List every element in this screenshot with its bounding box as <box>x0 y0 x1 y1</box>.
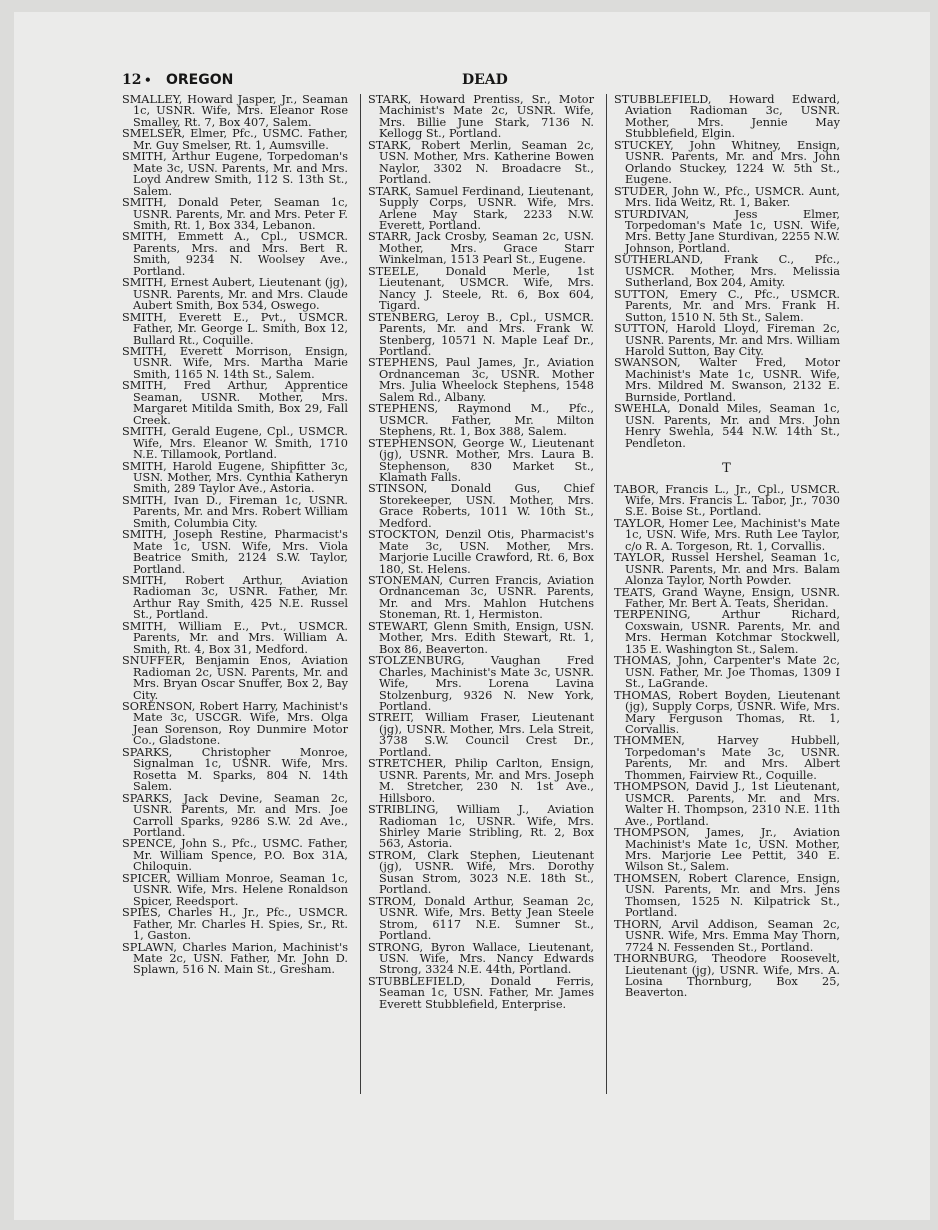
list-item: STUDER, John W., Pfc., USMCR. Aunt, Mrs. Iida Weitz, Rt. 1, Baker. <box>614 184 840 210</box>
list-item: STREIT, William Fraser, Lieutenant (jg), USNR. Mother, Mrs. Lela Streit, 3738 S.W. Council Crest Dr., Portland. <box>368 711 594 759</box>
list-item: STARR, Jack Crosby, Seaman 2c, USN. Mother, Mrs. Grace Starr Winkelman, 1513 Pearl St., Eugene. <box>368 230 594 267</box>
list-item: SPLAWN, Charles Marion, Machinist's Mate 2c, USN. Father, Mr. John D. Splawn, 516 N. Main St., Gresham. <box>122 940 348 977</box>
list-item: THORNBURG, Theodore Roosevelt, Lieutenant (jg), USNR. Wife, Mrs. A. Losina Thornburg, Box 25, Beaverton. <box>614 952 840 1000</box>
list-item: SPICER, William Monroe, Seaman 1c, USNR. Wife, Mrs. Helene Ronaldson Spicer, Reedsport. <box>122 871 348 908</box>
bullet-icon: • <box>144 73 152 87</box>
list-item: STUBBLEFIELD, Donald Ferris, Seaman 1c, USN. Father, Mr. James Everett Stubblefield, Enterprise. <box>368 974 594 1011</box>
list-item: STURDIVAN, Jess Elmer, Torpedoman's Mate 1c, USN. Wife, Mrs. Betty Jane Sturdivan, 2255 N.W. Johnson, Portland. <box>614 207 840 255</box>
list-item: SPARKS, Jack Devine, Seaman 2c, USNR. Parents, Mr. and Mrs. Joe Carroll Sparks, 9286 S.W. 2d Ave., Portland. <box>122 791 348 839</box>
list-item: SMITH, Fred Arthur, Apprentice Seaman, USNR. Mother, Mrs. Margaret Mitilda Smith, Box 29, Fall Creek. <box>122 379 348 427</box>
list-item: SPENCE, John S., Pfc., USMC. Father, Mr. William Spence, P.O. Box 31A, Chiloquin. <box>122 837 348 874</box>
list-item: SWANSON, Walter Fred, Motor Machinist's Mate 1c, USNR. Wife, Mrs. Mildred M. Swanson, 2132 E. Burnside, Portland. <box>614 356 840 404</box>
list-item: SMITH, Harold Eugene, Shipfitter 3c, USN. Mother, Mrs. Cynthia Katheryn Smith, 289 Taylor Ave., Astoria. <box>122 459 348 496</box>
column-2 <box>368 94 594 1010</box>
list-item: SMITH, Robert Arthur, Aviation Radioman 3c, USNR. Father, Mr. Arthur Ray Smith, 425 N.E. Russel St., Portland. <box>122 574 348 622</box>
list-item: STEPHENS, Raymond M., Pfc., USMCR. Father, Mr. Milton Stephens, Rt. 1, Box 388, Salem. <box>368 402 594 439</box>
list-item: SMITH, Emmett A., Cpl., USMCR. Parents, Mrs. and Mrs. Bert R. Smith, 9234 N. Woolsey Ave., Portland. <box>122 230 348 278</box>
list-item: STUCKEY, John Whitney, Ensign, USNR. Parents, Mr. and Mrs. John Orlando Stuckey, 1224 W. 5th St., Eugene. <box>614 138 840 187</box>
list-item: SWEHLA, Donald Miles, Seaman 1c, USN. Parents, Mr. and Mrs. John Henry Swehla, 544 N.W. 14th St., Pendleton. <box>614 402 840 450</box>
list-item: STARK, Samuel Ferdinand, Lieutenant, Supply Corps, USNR. Wife, Mrs. Arlene May Stark, 2233 N.W. Everett, Portland. <box>368 184 594 232</box>
list-item: TAYLOR, Russel Hershel, Seaman 1c, USNR. Parents, Mr. and Mrs. Balam Alonza Taylor, North Powder. <box>614 551 840 588</box>
section-title: DEAD <box>462 72 508 88</box>
section-letter: T <box>722 461 732 477</box>
state-title: OREGON <box>166 72 234 88</box>
list-item: SPARKS, Christopher Monroe, Signalman 1c, USNR. Wife, Mrs. Rosetta M. Sparks, 804 N. 14th Salem. <box>122 745 348 794</box>
list-item: THOMPSON, James, Jr., Aviation Machinist's Mate 1c, USN. Mother, Mrs. Marjorie Lee Pettit, 340 E. Wilson St., Salem. <box>614 826 840 874</box>
list-item: THOMAS, John, Carpenter's Mate 2c, USN. Father, Mr. Joe Thomas, 1309 I St., LaGrande. <box>614 654 840 691</box>
list-item: STRETCHER, Philip Carlton, Ensign, USNR. Parents, Mr. and Mrs. Joseph M. Stretcher, 230 N. 1st Ave., Hillsboro. <box>368 757 594 805</box>
list-item: STROM, Clark Stephen, Lieutenant (jg), USNR. Wife, Mrs. Dorothy Susan Strom, 3023 N.E. 18th St., Portland. <box>368 848 594 897</box>
column-3-t-entries <box>614 484 840 999</box>
list-item: SMITH, Ivan D., Fireman 1c, USNR. Parents, Mr. and Mrs. Robert William Smith, Columbia City. <box>122 493 348 530</box>
list-item: SUTHERLAND, Frank C., Pfc., USMCR. Mother, Mrs. Melissia Sutherland, Box 204, Amity. <box>614 253 840 290</box>
list-item: STEPHENS, Paul James, Jr., Aviation Ordnanceman 3c, USNR. Mother Mrs. Julia Wheelock Stephens, 1548 Salem Rd., Albany. <box>368 356 594 404</box>
list-item: SNUFFER, Benjamin Enos, Aviation Radioman 2c, USN. Parents, Mr. and Mrs. Bryan Oscar Snuffer, Box 2, Bay City. <box>122 654 348 702</box>
column-1 <box>122 94 348 976</box>
list-item: STARK, Robert Merlin, Seaman 2c, USN. Mother, Mrs. Katherine Bowen Naylor, 3302 N. Broadacre St., Portland. <box>368 138 594 187</box>
list-item: TEATS, Grand Wayne, Ensign, USNR. Father, Mr. Bert A. Teats, Sheridan. <box>614 585 840 611</box>
list-item: STRONG, Byron Wallace, Lieutenant, USN. Wife, Mrs. Nancy Edwards Strong, 3324 N.E. 44th, Portland. <box>368 940 594 977</box>
column-3 <box>614 94 840 999</box>
document-page <box>14 12 930 1220</box>
list-item: SMITH, Everett E., Pvt., USMCR. Father, Mr. George L. Smith, Box 12, Bullard Rt., Coquille. <box>122 310 348 347</box>
list-item: STRIBLING, William J., Aviation Radioman 1c, USNR. Wife, Mrs. Shirley Marie Stribling, Rt. 2, Box 563, Astoria. <box>368 803 594 851</box>
list-item: STOCKTON, Denzil Otis, Pharmacist's Mate 3c, USN. Mother, Mrs. Marjorie Lucille Crawford, Rt. 6, Box 180, St. Helens. <box>368 528 594 576</box>
list-item: SMITH, Ernest Aubert, Lieutenant (jg), USNR. Parents, Mr. and Mrs. Claude Aubert Smith, Box 534, Oswego. <box>122 276 348 313</box>
column-3-s-entries <box>614 94 840 449</box>
list-item: THOMAS, Robert Boyden, Lieutenant (jg), Supply Corps, USNR. Wife, Mrs. Mary Ferguson Thomas, Rt. 1, Corvallis. <box>614 688 840 737</box>
list-item: SPIES, Charles H., Jr., Pfc., USMCR. Father, Mr. Charles H. Spies, Sr., Rt. 1, Gaston. <box>122 906 348 943</box>
list-item: SMITH, Arthur Eugene, Torpedoman's Mate 3c, USN. Parents, Mr. and Mrs. Loyd Andrew Smith, 112 S. 13th St., Salem. <box>122 150 348 198</box>
list-item: THORN, Arvil Addison, Seaman 2c, USNR. Wife, Mrs. Emma May Thorn, 7724 N. Fessenden St., Portland. <box>614 917 840 954</box>
list-item: TERPENING, Arthur Richard, Coxswain, USNR. Parents, Mr. and Mrs. Herman Kotchmar Stockwell, 135 E. Washington St., Salem. <box>614 608 840 656</box>
list-item: TABOR, Francis L., Jr., Cpl., USMCR. Wife, Mrs. Francis L. Tabor, Jr., 7030 S.E. Boise St., Portland. <box>614 482 840 519</box>
list-item: STOLZENBURG, Vaughan Fred Charles, Machinist's Mate 3c, USNR. Wife, Mrs. Lorena Lavina Stolzenburg, 9326 N. New York, Portland. <box>368 654 594 714</box>
page-number: 12 <box>122 72 142 88</box>
column-divider <box>360 94 361 1094</box>
column-divider <box>606 94 607 1094</box>
list-item: STARK, Howard Prentiss, Sr., Motor Machinist's Mate 2c, USNR. Wife, Mrs. Billie June Stark, 7136 N. Kellogg St., Portland. <box>368 93 594 141</box>
list-item: SMITH, William E., Pvt., USMCR. Parents, Mr. and Mrs. William A. Smith, Rt. 4, Box 31, Medford. <box>122 619 348 656</box>
list-item: STUBBLEFIELD, Howard Edward, Aviation Radioman 3c, USNR. Mother, Mrs. Jennie May Stubblefield, Elgin. <box>614 93 840 141</box>
list-item: STEPHENSON, George W., Lieutenant (jg), USNR. Mother, Mrs. Laura B. Stephenson, 830 Market St., Klamath Falls. <box>368 436 594 484</box>
list-item: TAYLOR, Homer Lee, Machinist's Mate 1c, USN. Wife, Mrs. Ruth Lee Taylor, c/o R. A. Torgeson, Rt. 1, Corvallis. <box>614 516 840 553</box>
page-header <box>122 72 862 92</box>
list-item: STROM, Donald Arthur, Seaman 2c, USNR. Wife, Mrs. Betty Jean Steele Strom, 6117 N.E. Sumner St., Portland. <box>368 894 594 943</box>
list-item: THOMPSON, David J., 1st Lieutenant, USMCR. Parents, Mr. and Mrs. Walter H. Thompson, 2310 N.E. 11th Ave., Portland. <box>614 780 840 828</box>
list-item: SMALLEY, Howard Jasper, Jr., Seaman 1c, USNR. Wife, Mrs. Eleanor Rose Smalley, Rt. 7, Box 407, Salem. <box>122 93 348 129</box>
list-item: THOMSEN, Robert Clarence, Ensign, USN. Parents, Mr. and Mrs. Jens Thomsen, 1525 N. Kilpatrick St., Portland. <box>614 871 840 920</box>
list-item: SMITH, Gerald Eugene, Cpl., USMCR. Wife, Mrs. Eleanor W. Smith, 1710 N.E. Tillamook, Portland. <box>122 425 348 462</box>
list-item: SMITH, Donald Peter, Seaman 1c, USNR. Parents, Mr. and Mrs. Peter F. Smith, Rt. 1, Box 334, Lebanon. <box>122 196 348 232</box>
list-item: STENBERG, Leroy B., Cpl., USMCR. Parents, Mr. and Mrs. Frank W. Stenberg, 10571 N. Maple Leaf Dr., Portland. <box>368 310 594 358</box>
list-item: STEWART, Glenn Smith, Ensign, USN. Mother, Mrs. Edith Stewart, Rt. 1, Box 86, Beaverton. <box>368 619 594 656</box>
list-item: STINSON, Donald Gus, Chief Storekeeper, USN. Mother, Mrs. Grace Roberts, 1011 W. 10th St., Medford. <box>368 482 594 530</box>
list-item: THOMMEN, Harvey Hubbell, Torpedoman's Mate 3c, USNR. Parents, Mr. and Mrs. Albert Thommen, Fairview Rt., Coquille. <box>614 734 840 782</box>
list-item: STEELE, Donald Merle, 1st Lieutenant, USMCR. Wife, Mrs. Nancy J. Steele, Rt. 6, Box 604, Tigard. <box>368 264 594 313</box>
list-item: SUTTON, Harold Lloyd, Fireman 2c, USNR. Parents, Mr. and Mrs. William Harold Sutton, Bay City. <box>614 322 840 358</box>
list-item: SMITH, Joseph Restine, Pharmacist's Mate 1c, USN. Wife, Mrs. Viola Beatrice Smith, 2124 S.W. Taylor, Portland. <box>122 528 348 576</box>
list-item: SMELSER, Elmer, Pfc., USMC. Father, Mr. Guy Smelser, Rt. 1, Aumsville. <box>122 127 348 152</box>
list-item: SMITH, Everett Morrison, Ensign, USNR. Wife, Mrs. Martha Marie Smith, 1165 N. 14th St., Salem. <box>122 344 348 381</box>
list-item: SUTTON, Emery C., Pfc., USMCR. Parents, Mr. and Mrs. Frank H. Sutton, 1510 N. 5th St., Salem. <box>614 287 840 324</box>
list-item: SORENSON, Robert Harry, Machinist's Mate 3c, USCGR. Wife, Mrs. Olga Jean Sorenson, Roy Dunmire Motor Co., Gladstone. <box>122 700 348 748</box>
list-item: STONEMAN, Curren Francis, Aviation Ordnanceman 3c, USNR. Parents, Mr. and Mrs. Mahlon Hutchens Stoneman, Rt. 1, Hermiston. <box>368 574 594 622</box>
